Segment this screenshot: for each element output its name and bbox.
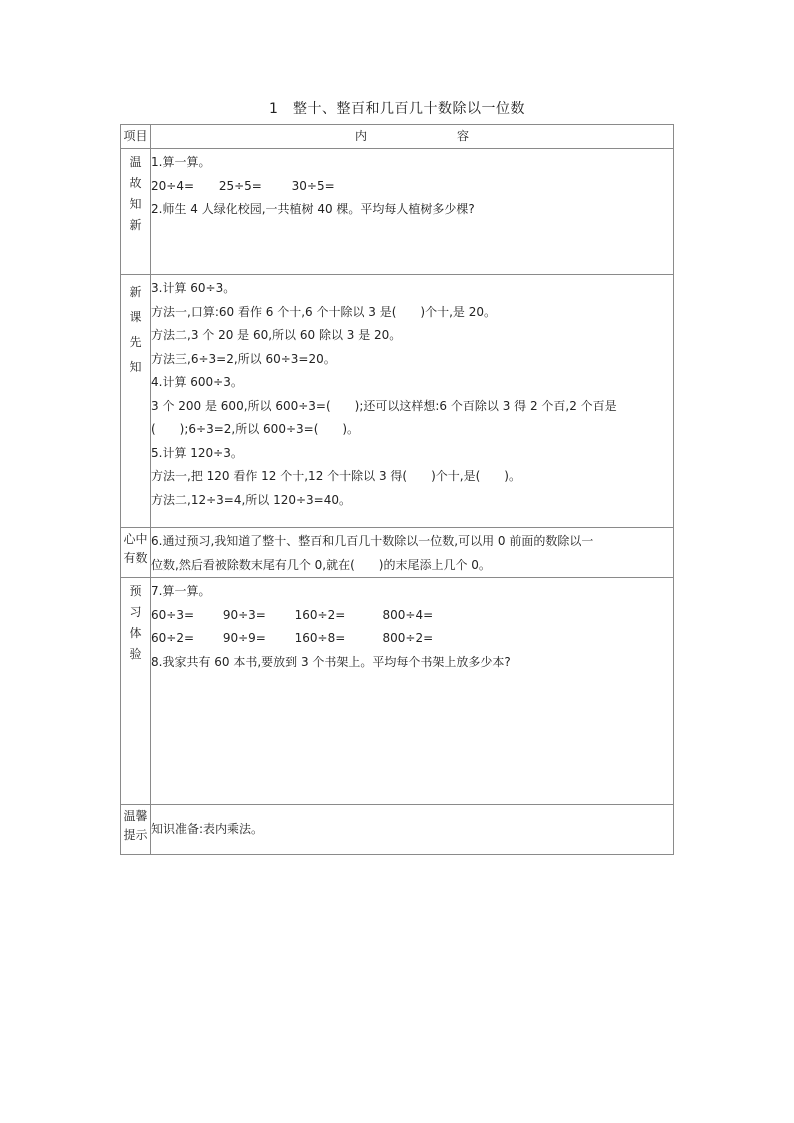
section-new-lesson (121, 275, 674, 528)
question-line: 位数,然后看被除数末尾有几个 0,就在( )的末尾添上几个 0。 (151, 557, 491, 572)
calc-item: 160÷8= (294, 631, 346, 645)
label-char: 预 (129, 584, 142, 598)
question-line: 1.算一算。 (151, 155, 211, 169)
calc-item: 60÷3= (151, 607, 195, 622)
label-char: 新 (129, 285, 142, 299)
label-char: 习 (129, 605, 142, 619)
question-line: 方法二,12÷3=4,所以 120÷3=40。 (151, 492, 352, 507)
label-char: 新 (129, 218, 142, 232)
question-line: 7.算一算。 (151, 584, 211, 598)
calc-item: 60÷2= (151, 631, 195, 645)
section-content (151, 805, 674, 855)
question-line: 方法一,把 120 看作 12 个十,12 个十除以 3 得( )个十,是( )。 (151, 469, 521, 483)
section-content (151, 578, 674, 805)
page-title: 1 整十、整百和几百几十数除以一位数 (269, 101, 525, 117)
calc-item: 90÷3= (222, 607, 266, 622)
question-line: 5.计算 120÷3。 (151, 445, 243, 460)
section-label (121, 578, 151, 805)
label-char: 课 (129, 310, 142, 324)
calc-item: 20÷4= (151, 178, 195, 193)
section-label (121, 528, 151, 578)
section-label (121, 805, 151, 855)
section-tips (121, 805, 674, 855)
question-line: 3 个 200 是 600,所以 600÷3=( );还可以这样想:6 个百除以 3 得 2 个百,2 个百是 (151, 398, 617, 413)
label-char: 验 (129, 647, 142, 661)
calc-row (151, 627, 673, 651)
question-line: 8.我家共有 60 本书,要放到 3 个书架上。平均每个书架上放多少本? (151, 654, 511, 669)
question-line: 方法二,3 个 20 是 60,所以 60 除以 3 是 20。 (151, 328, 402, 342)
question-line: 4.计算 600÷3。 (151, 375, 243, 389)
calc-item: 30÷5= (291, 178, 335, 193)
header-row (121, 125, 674, 149)
section-content (151, 275, 674, 528)
section-content (151, 149, 674, 275)
tip-line: 知识准备:表内乘法。 (151, 821, 264, 836)
calc-row (151, 175, 673, 199)
section-summary (121, 528, 674, 578)
section-content (151, 528, 674, 578)
question-line: 方法一,口算:60 看作 6 个十,6 个十除以 3 是( )个十,是 20。 (151, 304, 496, 319)
calc-item: 800÷2= (382, 631, 434, 645)
header-content-cell (151, 125, 674, 149)
label-char: 心中 (123, 532, 148, 546)
question-line: 方法三,6÷3=2,所以 60÷3=20。 (151, 351, 336, 366)
label-char: 体 (129, 626, 142, 640)
calc-item: 90÷9= (222, 631, 266, 645)
header-label: 项目 (123, 129, 148, 143)
question-line: 3.计算 60÷3。 (151, 281, 236, 295)
label-char: 有数 (123, 551, 148, 565)
label-char: 提示 (123, 828, 148, 842)
calc-item: 800÷4= (382, 607, 434, 622)
calc-item: 160÷2= (294, 607, 346, 622)
section-label (121, 149, 151, 275)
label-char: 温馨 (123, 809, 148, 823)
label-char: 先 (129, 335, 142, 349)
header-label-cell (121, 125, 151, 149)
label-char: 故 (129, 176, 142, 190)
section-label (121, 275, 151, 528)
question-line: ( );6÷3=2,所以 600÷3=( )。 (151, 422, 360, 436)
calc-item: 25÷5= (218, 178, 262, 193)
worksheet-table (120, 124, 674, 855)
question-line: 6.通过预习,我知道了整十、整百和几百几十数除以一位数,可以用 0 前面的数除以一 (151, 534, 594, 548)
section-review (121, 149, 674, 275)
section-preview (121, 578, 674, 805)
header-content: 内 容 (354, 129, 491, 143)
label-char: 知 (129, 197, 142, 211)
calc-row (151, 604, 673, 628)
question-line: 2.师生 4 人绿化校园,一共植树 40 棵。平均每人植树多少棵? (151, 202, 475, 216)
label-char: 知 (129, 360, 142, 374)
label-char: 温 (129, 155, 142, 169)
